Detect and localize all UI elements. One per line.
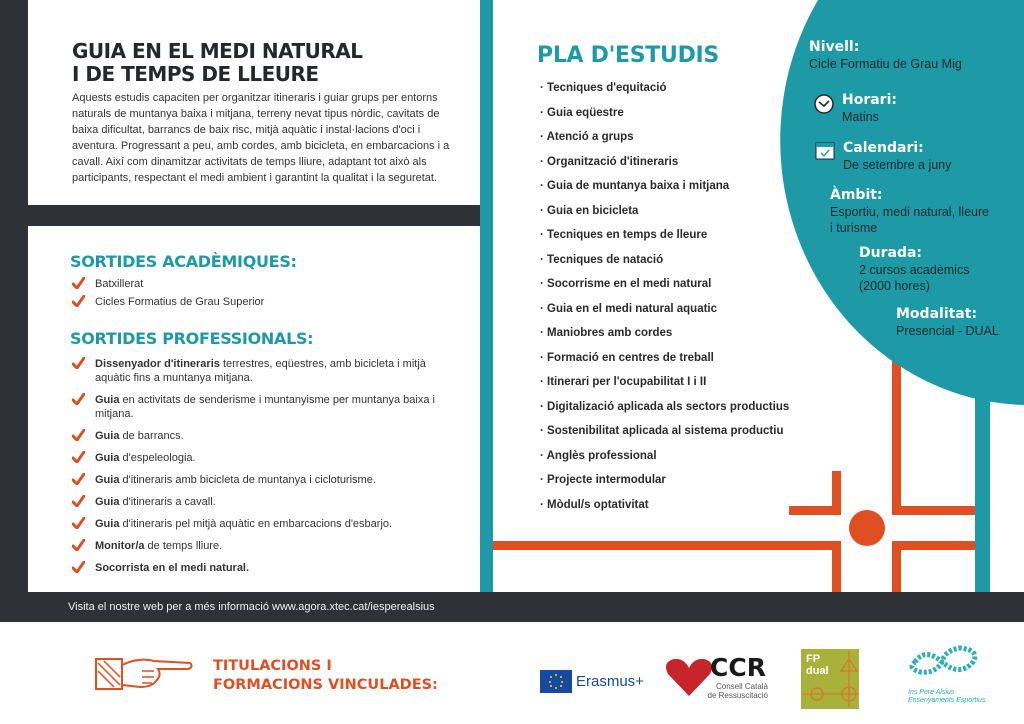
ies-logo-text: Ins Pere Alsius Ensenyaments Esportius xyxy=(908,689,986,704)
academic-item-text: Cicles Formatius de Grau Superior xyxy=(95,296,265,308)
checkmark-icon xyxy=(72,495,85,507)
orange-circle xyxy=(849,510,885,546)
page-title: GUIA EN EL MEDI NATURAL I DE TEMPS DE LLEURE xyxy=(72,39,363,86)
checkmark-icon xyxy=(72,517,85,529)
website-link[interactable]: Visita el nostre web per a més informació www.agora.xtec.cat/iesperealsius xyxy=(68,601,435,613)
orange-line xyxy=(832,541,841,592)
professional-item-text: Guia d'itineraris amb bicicleta de muntanya i cicloturisme. xyxy=(95,474,376,486)
professional-item xyxy=(72,429,462,443)
professional-item xyxy=(72,539,462,553)
calendar-icon xyxy=(815,140,835,160)
plan-item: · Anglès professional xyxy=(540,450,789,475)
academic-item-text: Batxillerat xyxy=(95,278,144,290)
academic-item xyxy=(72,277,462,295)
ies-infinity-logo xyxy=(905,642,980,682)
plan-item: · Sostenibilitat aplicada al sistema productiu xyxy=(540,425,789,450)
professional-item-text: Guia d'espeleologia. xyxy=(95,452,196,464)
fp-dual-logo: FP dual xyxy=(801,649,859,709)
orange-line xyxy=(832,471,841,515)
professional-title: SORTIDES PROFESSIONALS: xyxy=(70,329,314,348)
orange-line xyxy=(892,506,975,515)
professional-item-text: Socorrista en el medi natural. xyxy=(95,562,250,574)
orange-line xyxy=(493,541,841,550)
plan-item: · Organització d'itineraris xyxy=(540,156,789,181)
professional-item xyxy=(72,473,462,487)
checkmark-icon xyxy=(72,473,85,485)
professional-item-text: Guia de barrancs. xyxy=(95,430,184,442)
professional-item xyxy=(72,495,462,509)
plan-item: · Atenció a grups xyxy=(540,131,789,156)
plan-item: · Socorrisme en el medi natural xyxy=(540,278,789,303)
plan-item: · Tecniques d'equitació xyxy=(540,82,789,107)
academic-title: SORTIDES ACADÈMIQUES: xyxy=(70,252,297,271)
plan-item: · Maniobres amb cordes xyxy=(540,327,789,352)
professional-item-text: Guia d'itineraris a cavall. xyxy=(95,496,216,508)
orange-line xyxy=(892,541,975,550)
ccr-subtitle: Consell Català de Ressuscitació xyxy=(707,682,768,700)
professional-item xyxy=(72,561,462,575)
plan-item: · Projecte intermodular xyxy=(540,474,789,499)
plan-item: · Guia eqüestre xyxy=(540,107,789,132)
checkmark-icon xyxy=(72,539,85,551)
plan-title: PLA D'ESTUDIS xyxy=(537,43,719,68)
teal-divider xyxy=(480,0,493,592)
professional-item xyxy=(72,517,462,531)
checkmark-icon xyxy=(72,451,85,463)
plan-item: · Formació en centres de treball xyxy=(540,352,789,377)
plan-list xyxy=(540,82,789,523)
info-calendari: Calendari: De setembre a juny xyxy=(843,140,952,172)
ccr-logo: CCR xyxy=(710,653,766,682)
info-nivell: Nivell: Cicle Formatiu de Grau Mig xyxy=(809,39,962,71)
checkmark-icon xyxy=(72,429,85,441)
checkmark-icon xyxy=(72,357,85,369)
plan-item: · Itinerari per l'ocupabilitat I i II xyxy=(540,376,789,401)
professional-item-text: Guia en activitats de senderisme i muntanyisme per muntanya baixa i mitjana. xyxy=(95,394,435,420)
professional-item-text: Dissenyador d'itineraris terrestres, eqüestres, amb bicicleta i mitjà aquàtic fins a muntanya mitjana. xyxy=(95,358,426,384)
checkmark-icon xyxy=(72,393,85,405)
checkmark-icon xyxy=(72,277,85,289)
clock-icon xyxy=(814,94,834,114)
plan-item: · Guia en el medi natural aquatic xyxy=(540,303,789,328)
professional-item xyxy=(72,357,462,385)
academic-item xyxy=(72,295,462,313)
plan-item: · Tecniques de natació xyxy=(540,254,789,279)
info-horari: Horari: Matins xyxy=(842,92,897,124)
info-durada: Durada: 2 cursos acadèmics (2000 hores) xyxy=(859,245,970,293)
plan-item: · Tecniques en temps de lleure xyxy=(540,229,789,254)
teal-bar xyxy=(975,390,990,592)
plan-item: · Digitalizació aplicada als sectors productius xyxy=(540,401,789,426)
info-ambit: Àmbit: Esportiu, medi natural, lleure i turisme xyxy=(830,187,990,235)
info-modalitat: Modalitat: Presencial - DUAL xyxy=(896,306,999,338)
professional-item-text: Monitor/a de temps lliure. xyxy=(95,540,223,552)
plan-item: · Mòdul/s optativitat xyxy=(540,499,789,524)
plan-item: · Guia en bicicleta xyxy=(540,205,789,230)
linked-qualifications-title: TITULACIONS I FORMACIONS VINCULADES: xyxy=(213,658,438,693)
intro-text: Aquests estudis capaciten per organitzar itineraris i guiar grups per entorns naturals de muntanya baixa i mitjana, terreny nevat tipus nòrdic, cavitats de baixa dificultat, barrancs de baix risc, mitjà aquàtic i instal·lacions d'oci i aventura. Progressant a peu, amb cordes, amb bicicleta, en embarcacions i a cavall. Així com dinamitzar activitats de temps lliure, adaptant tot això als participants, respectant el medi ambient i garantint la qualitat i la seguretat. xyxy=(72,92,450,184)
academic-list xyxy=(72,277,462,313)
professional-item xyxy=(72,451,462,465)
professional-list xyxy=(72,357,462,583)
eu-flag-logo xyxy=(540,670,572,693)
erasmus-logo: Erasmus+ xyxy=(576,673,644,690)
checkmark-icon xyxy=(72,295,85,307)
pointing-hand-icon xyxy=(94,653,194,693)
professional-item-text: Guia d'itineraris pel mitjà aquàtic en embarcacions d'esbarjo. xyxy=(95,518,393,530)
professional-item xyxy=(72,393,462,421)
plan-item: · Guia de muntanya baixa i mitjana xyxy=(540,180,789,205)
checkmark-icon xyxy=(72,561,85,573)
